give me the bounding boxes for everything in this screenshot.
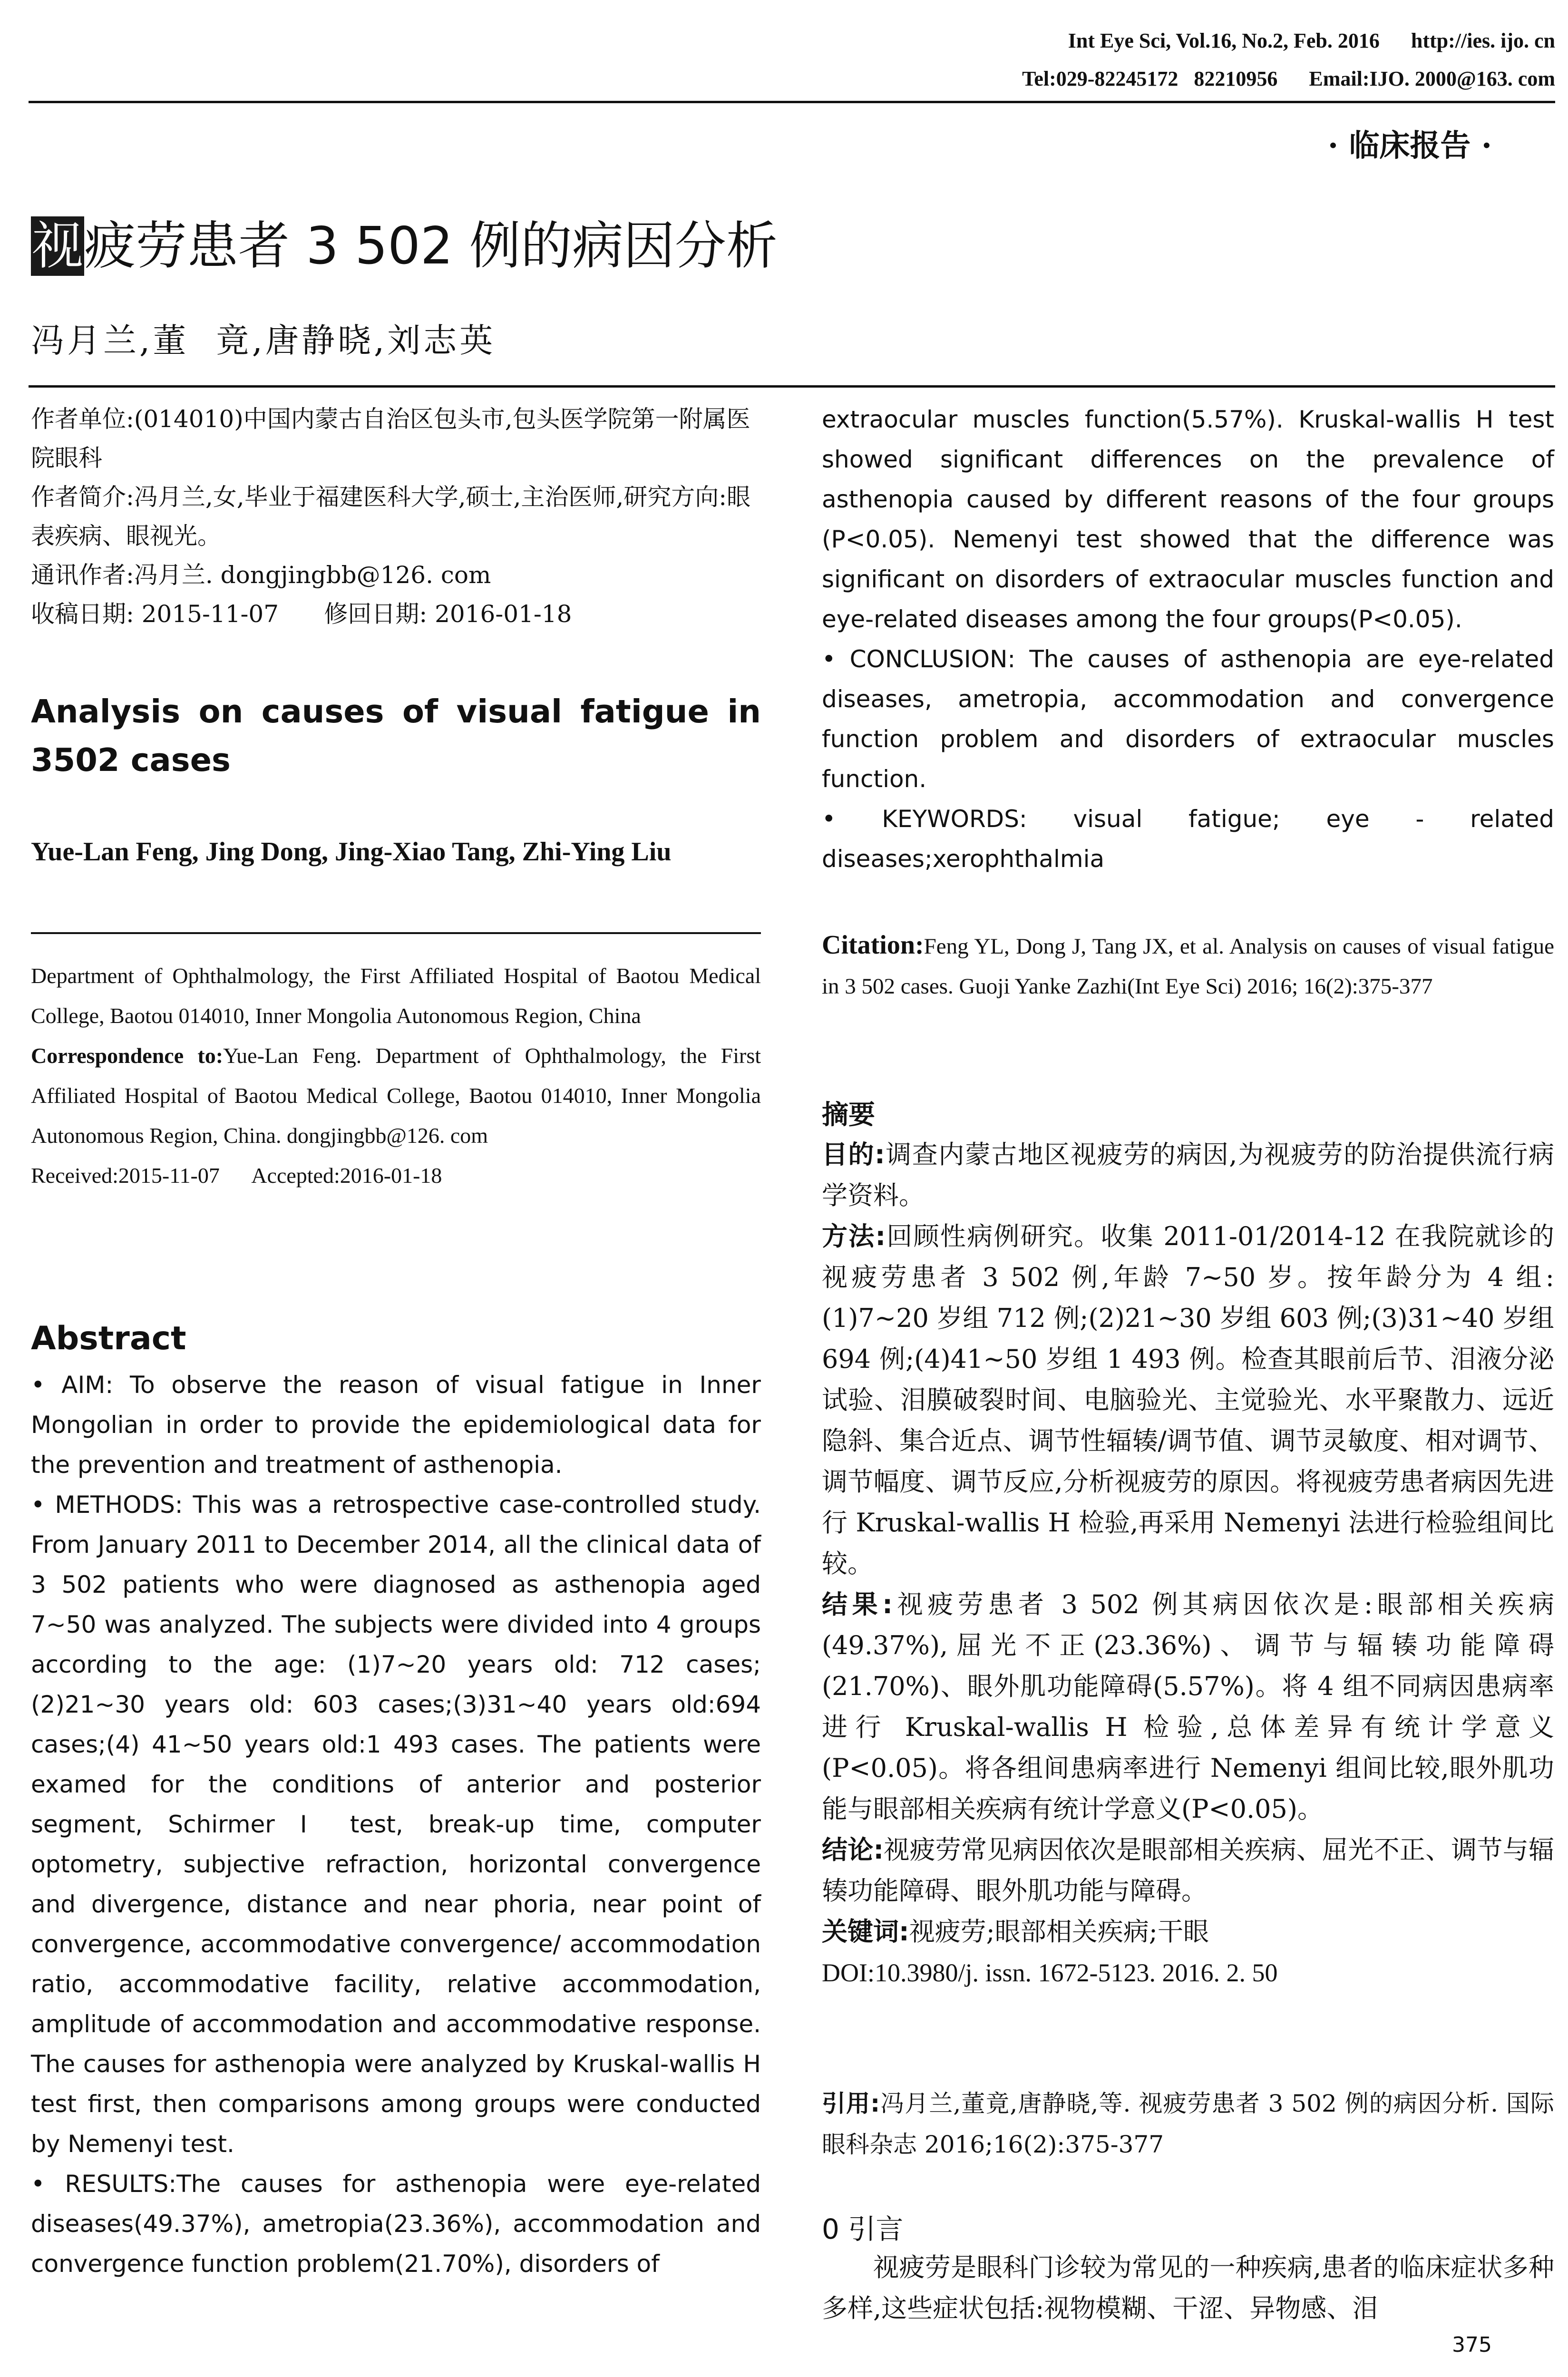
abstract-keywords: • KEYWORDS: visual fatigue; eye - related diseases;xerophthalmia xyxy=(822,805,1554,873)
citation-label: Citation: xyxy=(822,930,924,960)
journal-header-line1: Int Eye Sci, Vol.16, No.2, Feb. 2016 http://ies. ijo. cn xyxy=(1068,29,1555,52)
abstract-methods: • METHODS: This was a retrospective case-controlled study. From January 2011 to December 2014, all the clinical data of 3 502 patients who were diagnosed as asthenopia aged 7~50 was analyzed. The subjects were divided into 4 groups according to the age: (1)7~20 years old: 712 cases;(2)21~30 years old: 603 cases;(3)31~40 years old:694 cases;(4) 41~50 years old:1 493 cases. The patients were examed for the conditions of anterior and posterior segment, Schirmer Ⅰ test, break-up time, computer optometry, subjective refraction, horizontal convergence and divergence, distance and near phoria, near point of convergence, accommodative convergence/ accommodation ratio, accommodative facility, relative accommodation, amplitude of accommodation and accommodative response. The causes for asthenopia were analyzed by Kruskal-wallis H test first, then comparisons among groups were conducted by Nemenyi test. xyxy=(31,1491,761,2158)
zh-aim-text: 调查内蒙古地区视疲劳的病因,为视疲劳的防治提供流行病学资料。 xyxy=(822,1140,1554,1210)
zh-methods-label: 方法: xyxy=(822,1221,886,1251)
correspondence-label: Correspondence to: xyxy=(31,1043,224,1068)
zh-results-label: 结果: xyxy=(822,1589,893,1619)
section-label: · 临床报告 · xyxy=(1327,128,1492,164)
zh-keywords-text: 视疲劳;眼部相关疾病;干眼 xyxy=(909,1917,1209,1947)
zh-keywords-label: 关键词: xyxy=(822,1917,909,1947)
affiliation-unit: 作者单位:(014010)中国内蒙古自治区包头市,包头医学院第一附属医院眼科 xyxy=(31,405,750,472)
abstract-heading: Abstract xyxy=(31,1320,186,1357)
english-title: Analysis on causes of visual fatigue in 3502 cases xyxy=(31,693,761,779)
zh-conclusion-label: 结论: xyxy=(822,1835,884,1865)
zh-aim xyxy=(822,1134,1554,1216)
english-affiliation-block xyxy=(31,956,761,1196)
dates-zh: 收稿日期: 2015-11-07 修回日期: 2016-01-18 xyxy=(31,600,572,628)
author-bio: 作者简介:冯月兰,女,毕业于福建医科大学,硕士,主治医师,研究方向:眼表疾病、眼视光。 xyxy=(31,483,751,550)
correspondence-text: Yue-Lan Feng. Department of Ophthalmology, the First Affiliated Hospital of Baotou Medical College, Baotou 014010, Inner Mongolia Autonomous Region, China. dongjingbb@126. com xyxy=(31,1043,761,1148)
zh-conclusion xyxy=(822,1830,1554,1911)
zh-methods-text: 回顾性病例研究。收集 2011-01/2014-12 在我院就诊的视疲劳患者 3 502 例,年龄 7~50 岁。按年龄分为 4 组:(1)7~20 岁组 712 例;(2)21~30 岁组 603 例;(3)31~40 岁组 694 例;(4)41~50 岁组 1 493 例。检查其眼前后节、泪液分泌试验、泪膜破裂时间、电脑验光、主觉验光、水平聚散力、远近隐斜、集合近点、调节性辐辏/调节值、调节灵敏度、相对调节、调节幅度、调节反应,分析视疲劳的原因。将视疲劳患者病因先进行 Kruskal-wallis H 检验,再采用 Nemenyi 法进行检验组间比较。 xyxy=(822,1221,1554,1578)
zh-methods xyxy=(822,1216,1554,1584)
title-rest: 疲劳患者 3 502 例的病因分析 xyxy=(84,216,778,276)
affiliation-zh xyxy=(31,399,761,633)
zh-results xyxy=(822,1584,1554,1830)
english-affiliation: Department of Ophthalmology, the First Affiliated Hospital of Baotou Medical College, Baotou 014010, Inner Mongolia Autonomous Region, China xyxy=(31,964,761,1028)
received-dates: Received:2015-11-07 Accepted:2016-01-18 xyxy=(31,1163,442,1188)
title-first-char: 视 xyxy=(32,216,84,276)
zh-citation xyxy=(822,2083,1554,2165)
intro-heading: 0 引言 xyxy=(822,2213,904,2245)
zh-citation-text: 冯月兰,董竟,唐静晓,等. 视疲劳患者 3 502 例的病因分析. 国际眼科杂志 2016;16(2):375-377 xyxy=(822,2090,1554,2158)
zh-abstract xyxy=(822,1134,1554,1993)
article-title xyxy=(31,205,778,278)
authors-zh: 冯月兰,董 竟,唐静晓,刘志英 xyxy=(31,321,496,360)
header-rule xyxy=(29,101,1555,103)
corresponding-author: 通讯作者:冯月兰. dongjingbb@126. com xyxy=(31,561,491,589)
zh-citation-label: 引用: xyxy=(822,2090,880,2117)
zh-conclusion-text: 视疲劳常见病因依次是眼部相关疾病、屈光不正、调节与辐辏功能障碍、眼外肌功能与障碍。 xyxy=(822,1835,1554,1906)
abstract-results-part1: • RESULTS:The causes for asthenopia were eye-related diseases(49.37%), ametropia(23.36%), accommodation and convergence function problem(21.70%), disorders of xyxy=(31,2170,761,2278)
abstract-conclusion: • CONCLUSION: The causes of asthenopia are eye-related diseases, ametropia, accommodation and convergence function problem and disorders of extraocular muscles function. xyxy=(822,645,1554,793)
zh-keywords xyxy=(822,1911,1554,1952)
en-authors-rule xyxy=(31,932,761,934)
doi: DOI:10.3980/j. issn. 1672-5123. 2016. 2. 50 xyxy=(822,1958,1278,1987)
journal-header-line2: Tel:029-82245172 82210956 Email:IJO. 2000@163. com xyxy=(1022,67,1555,90)
title-rule xyxy=(29,385,1555,388)
abstract-results-part2: extraocular muscles function(5.57%). Kruskal-wallis H test showed significant differences on the prevalence of asthenopia caused by different reasons of the four groups (P<0.05). Nemenyi test showed that the difference was significant on disorders of extraocular muscles function and eye-related diseases among the four groups(P<0.05). xyxy=(822,406,1554,633)
abstract-aim: • AIM: To observe the reason of visual fatigue in Inner Mongolian in order to provide the epidemiological data for the prevention and treatment of asthenopia. xyxy=(31,1371,761,1479)
correspondence xyxy=(31,1036,761,1156)
abstract-left xyxy=(31,1365,761,2284)
zh-abstract-heading: 摘要 xyxy=(822,1100,875,1130)
citation-text: Feng YL, Dong J, Tang JX, et al. Analysis on causes of visual fatigue in 3 502 cases. Guoji Yanke Zazhi(Int Eye Sci) 2016; 16(2):375-377 xyxy=(822,934,1554,999)
abstract-right xyxy=(822,399,1554,879)
zh-aim-label: 目的: xyxy=(822,1140,885,1169)
zh-results-text: 视疲劳患者 3 502 例其病因依次是:眼部相关疾病(49.37%),屈光不正(23.36%)、调节与辐辏功能障碍(21.70%)、眼外肌功能障碍(5.57%)。将 4 组不同病因患病率进行 Kruskal-wallis H 检验,总体差异有统计学意义(P<0.05)。将各组间患病率进行 Nemenyi 组间比较,眼外肌功能与眼部相关疾病有统计学意义(P<0.05)。 xyxy=(822,1589,1554,1824)
page-number: 375 xyxy=(1452,2333,1492,2357)
english-authors: Yue-Lan Feng, Jing Dong, Jing-Xiao Tang, Zhi-Ying Liu xyxy=(31,837,672,867)
intro-text: 视疲劳是眼科门诊较为常见的一种疾病,患者的临床症状多种多样,这些症状包括:视物模糊、干涩、异物感、泪 xyxy=(822,2252,1554,2323)
citation xyxy=(822,925,1554,1006)
